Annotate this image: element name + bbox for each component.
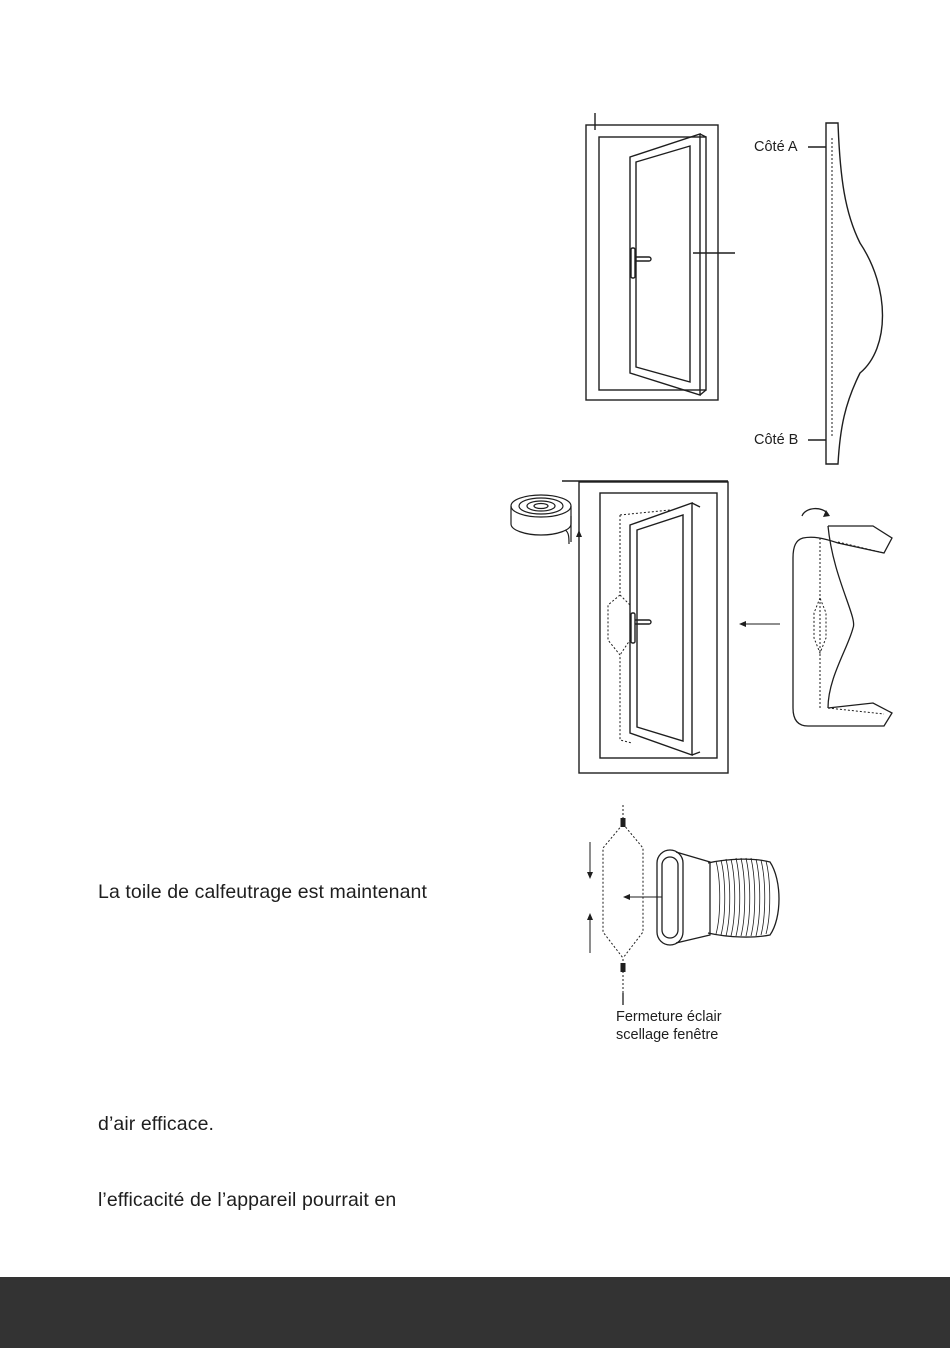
seal-fabric-outline [826, 123, 883, 464]
seal-fabric-diagram [800, 118, 900, 468]
body-text-line-1: La toile de calfeutrage est maintenant [98, 881, 428, 903]
window-frame-diagram [560, 110, 740, 410]
zipper-pull-bottom [621, 963, 626, 972]
fabric-outline [793, 526, 892, 726]
hose-connector [676, 852, 710, 943]
zipper-outline [603, 805, 623, 995]
label-side-a: Côté A [754, 139, 798, 155]
label-zipper-line2: scellage fenêtre [616, 1027, 719, 1043]
window-glass [637, 515, 683, 741]
outer-frame [579, 482, 728, 773]
body-text-line-2: d’air efficace. [98, 1113, 215, 1135]
dotted-seal-path [608, 515, 632, 743]
window-handle [631, 248, 635, 278]
frame-with-seal-diagram [560, 475, 735, 780]
footer-bar [0, 1277, 950, 1348]
label-zipper-line1: Fermeture éclair [616, 1009, 722, 1025]
window-handle [631, 613, 635, 643]
label-side-b: Côté B [754, 432, 799, 448]
window-glass [636, 146, 690, 382]
body-text-line-3: l’efficacité de l’appareil pourrait en [98, 1189, 397, 1211]
inner-frame [600, 493, 717, 758]
zipper-hose-diagram [580, 800, 790, 1010]
arrow-left-icon [738, 618, 783, 630]
zipper-pull-top [621, 818, 626, 827]
folded-fabric-diagram [788, 498, 898, 738]
outer-frame [586, 125, 718, 400]
